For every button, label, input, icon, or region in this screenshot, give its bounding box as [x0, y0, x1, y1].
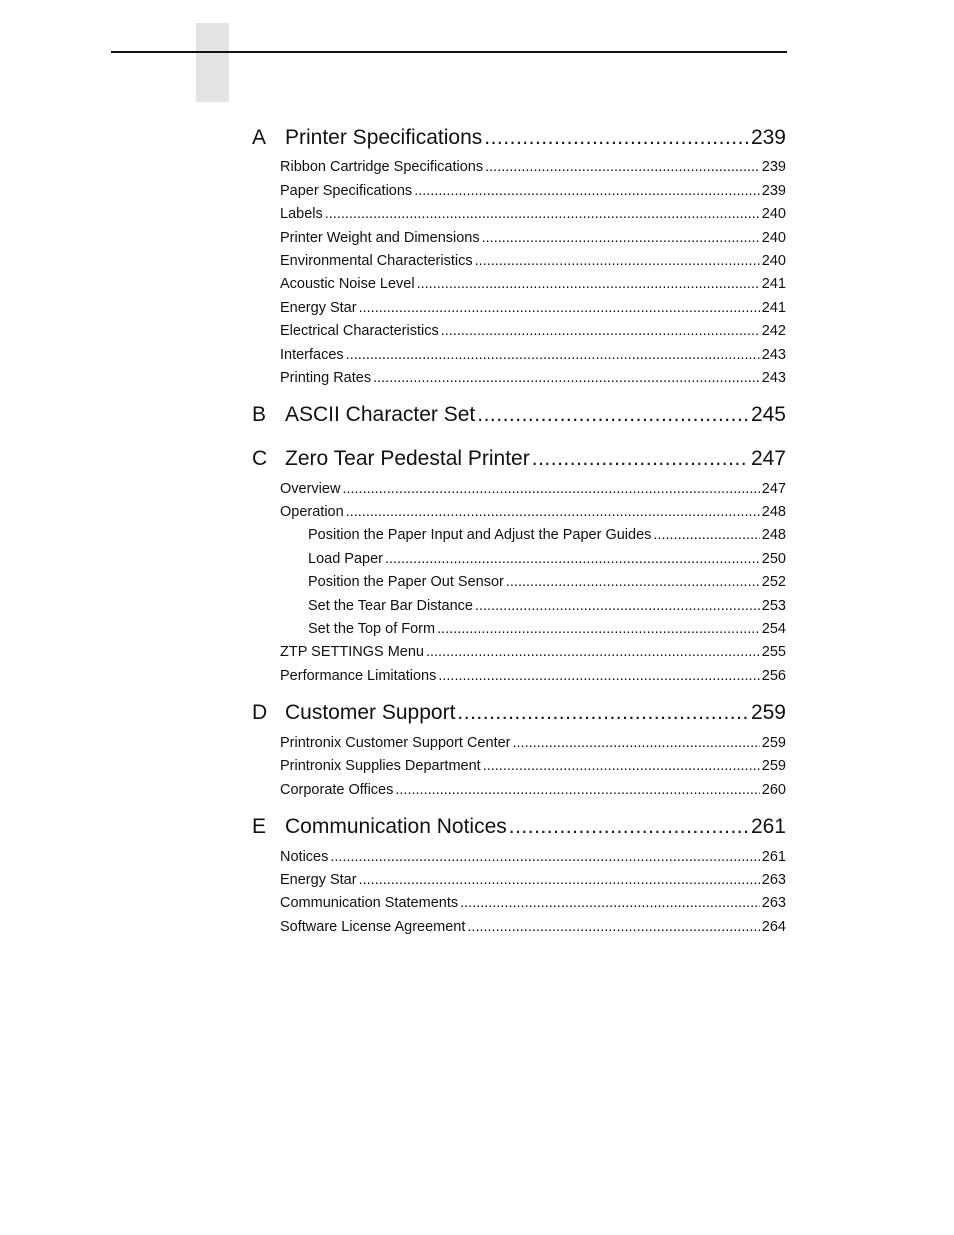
entry-title: Energy Star — [280, 300, 357, 316]
chapter-letter: E — [252, 815, 267, 838]
toc-entry-ribbon-cartridge-specifications[interactable] — [280, 158, 786, 177]
toc-entry-interfaces[interactable] — [280, 346, 786, 365]
dot-leader — [437, 620, 760, 639]
entry-page-number: 241 — [761, 300, 786, 316]
entry-page-number: 241 — [761, 276, 786, 292]
toc-entry-customer-support-center[interactable] — [280, 734, 786, 753]
entry-title: Set the Top of Form — [308, 621, 436, 637]
toc-entry-acoustic-noise-level[interactable] — [280, 275, 786, 294]
toc-entry-electrical-characteristics[interactable] — [280, 322, 786, 341]
page-tab-marker — [196, 23, 229, 102]
dot-leader — [373, 369, 760, 388]
dot-leader — [426, 643, 760, 662]
entry-page-number: 248 — [761, 504, 786, 520]
entry-title: ZTP SETTINGS Menu — [280, 644, 424, 660]
entry-page-number: 242 — [761, 323, 786, 339]
entry-page-number: 240 — [761, 230, 786, 246]
toc-subentry-set-top-of-form[interactable] — [308, 620, 786, 639]
entry-page-number: 256 — [761, 668, 786, 684]
chapter-title: Customer Support — [285, 701, 456, 724]
toc-chapter-b[interactable] — [252, 401, 786, 429]
entry-page-number: 260 — [761, 782, 786, 798]
dot-leader — [385, 550, 760, 569]
toc-entry-printer-weight-and-dimensions[interactable] — [280, 229, 786, 248]
entry-page-number: 252 — [761, 574, 786, 590]
entry-page-number: 263 — [761, 895, 786, 911]
entry-page-number: 250 — [761, 551, 786, 567]
entry-page-number: 259 — [761, 758, 786, 774]
entry-page-number: 259 — [761, 735, 786, 751]
entry-page-number: 255 — [761, 644, 786, 660]
dot-leader — [484, 124, 749, 152]
entry-page-number: 240 — [761, 253, 786, 269]
dot-leader — [346, 503, 760, 522]
chapter-page-number: 239 — [750, 126, 786, 149]
entry-title: Printer Weight and Dimensions — [280, 230, 480, 246]
entry-title: Electrical Characteristics — [280, 323, 439, 339]
toc-subentry-set-tear-bar-distance[interactable] — [308, 597, 786, 616]
entry-title: Energy Star — [280, 872, 357, 888]
entry-page-number: 253 — [761, 598, 786, 614]
entry-title: Set the Tear Bar Distance — [308, 598, 473, 614]
entry-title: Performance Limitations — [280, 668, 437, 684]
toc-entry-printing-rates[interactable] — [280, 369, 786, 388]
dot-leader — [417, 275, 760, 294]
dot-leader — [395, 781, 759, 800]
entry-page-number: 243 — [761, 370, 786, 386]
toc-subentry-load-paper[interactable] — [308, 550, 786, 569]
header-rule — [111, 51, 787, 53]
dot-leader — [457, 699, 749, 727]
chapter-letter: A — [252, 126, 267, 149]
entry-page-number: 254 — [761, 621, 786, 637]
dot-leader — [346, 346, 760, 365]
dot-leader — [513, 734, 760, 753]
entry-page-number: 239 — [761, 183, 786, 199]
entry-title: Operation — [280, 504, 344, 520]
entry-title: Environmental Characteristics — [280, 253, 473, 269]
toc-entry-ztp-settings-menu[interactable] — [280, 643, 786, 662]
toc-entry-environmental-characteristics[interactable] — [280, 252, 786, 271]
toc-entry-performance-limitations[interactable] — [280, 667, 786, 686]
chapter-letter: C — [252, 447, 268, 470]
dot-leader — [330, 848, 759, 867]
toc-entry-energy-star-2[interactable] — [280, 871, 786, 890]
toc-entry-corporate-offices[interactable] — [280, 781, 786, 800]
chapter-page-number: 259 — [750, 701, 786, 724]
toc-entry-communication-statements[interactable] — [280, 894, 786, 913]
entry-page-number: 263 — [761, 872, 786, 888]
toc-chapter-e[interactable] — [252, 813, 786, 841]
toc-subentry-position-paper-out-sensor[interactable] — [308, 573, 786, 592]
toc-chapter-d[interactable] — [252, 699, 786, 727]
chapter-title: Printer Specifications — [285, 126, 483, 149]
entry-page-number: 239 — [761, 159, 786, 175]
toc-chapter-c[interactable] — [252, 445, 786, 473]
chapter-page-number: 261 — [750, 815, 786, 838]
dot-leader — [359, 299, 760, 318]
entry-page-number: 261 — [761, 849, 786, 865]
entry-title: Position the Paper Out Sensor — [308, 574, 504, 590]
toc-entry-supplies-department[interactable] — [280, 757, 786, 776]
dot-leader — [414, 182, 760, 201]
entry-title: Corporate Offices — [280, 782, 394, 798]
dot-leader — [532, 445, 749, 473]
entry-title: Printronix Customer Support Center — [280, 735, 511, 751]
toc-entry-energy-star[interactable] — [280, 299, 786, 318]
entry-page-number: 243 — [761, 347, 786, 363]
toc-entry-labels[interactable] — [280, 205, 786, 224]
chapter-title: ASCII Character Set — [285, 403, 476, 426]
toc-subentry-position-paper-input[interactable] — [308, 526, 786, 545]
chapter-title: Zero Tear Pedestal Printer — [285, 447, 530, 470]
entry-title: Communication Statements — [280, 895, 459, 911]
toc-entry-paper-specifications[interactable] — [280, 182, 786, 201]
entry-title: Overview — [280, 481, 341, 497]
toc-entry-software-license-agreement[interactable] — [280, 918, 786, 937]
entry-page-number: 248 — [761, 527, 786, 543]
dot-leader — [438, 667, 759, 686]
chapter-letter: B — [252, 403, 267, 426]
dot-leader — [482, 229, 760, 248]
chapter-letter: D — [252, 701, 268, 724]
entry-page-number: 247 — [761, 481, 786, 497]
dot-leader — [485, 158, 760, 177]
dot-leader — [653, 526, 759, 545]
toc-entry-notices[interactable] — [280, 848, 786, 867]
entry-title: Ribbon Cartridge Specifications — [280, 159, 484, 175]
dot-leader — [342, 480, 759, 499]
dot-leader — [467, 918, 759, 937]
entry-title: Notices — [280, 849, 329, 865]
chapter-page-number: 245 — [750, 403, 786, 426]
dot-leader — [460, 894, 760, 913]
entry-page-number: 264 — [761, 919, 786, 935]
entry-title: Software License Agreement — [280, 919, 466, 935]
dot-leader — [325, 205, 760, 224]
dot-leader — [509, 813, 749, 841]
dot-leader — [359, 871, 760, 890]
chapter-page-number: 247 — [750, 447, 786, 470]
chapter-title: Communication Notices — [285, 815, 507, 838]
toc-entry-overview[interactable] — [280, 480, 786, 499]
entry-title: Printing Rates — [280, 370, 372, 386]
toc-chapter-a[interactable] — [252, 124, 786, 152]
dot-leader — [475, 597, 760, 616]
dot-leader — [477, 401, 749, 429]
dot-leader — [475, 252, 760, 271]
entry-title: Position the Paper Input and Adjust the Paper Guides — [308, 527, 652, 543]
dot-leader — [483, 757, 760, 776]
dot-leader — [506, 573, 760, 592]
entry-title: Printronix Supplies Department — [280, 758, 481, 774]
entry-page-number: 240 — [761, 206, 786, 222]
entry-title: Labels — [280, 206, 323, 222]
entry-title: Acoustic Noise Level — [280, 276, 415, 292]
entry-title: Interfaces — [280, 347, 344, 363]
toc-entry-operation[interactable] — [280, 503, 786, 522]
entry-title: Paper Specifications — [280, 183, 413, 199]
entry-title: Load Paper — [308, 551, 383, 567]
dot-leader — [441, 322, 760, 341]
